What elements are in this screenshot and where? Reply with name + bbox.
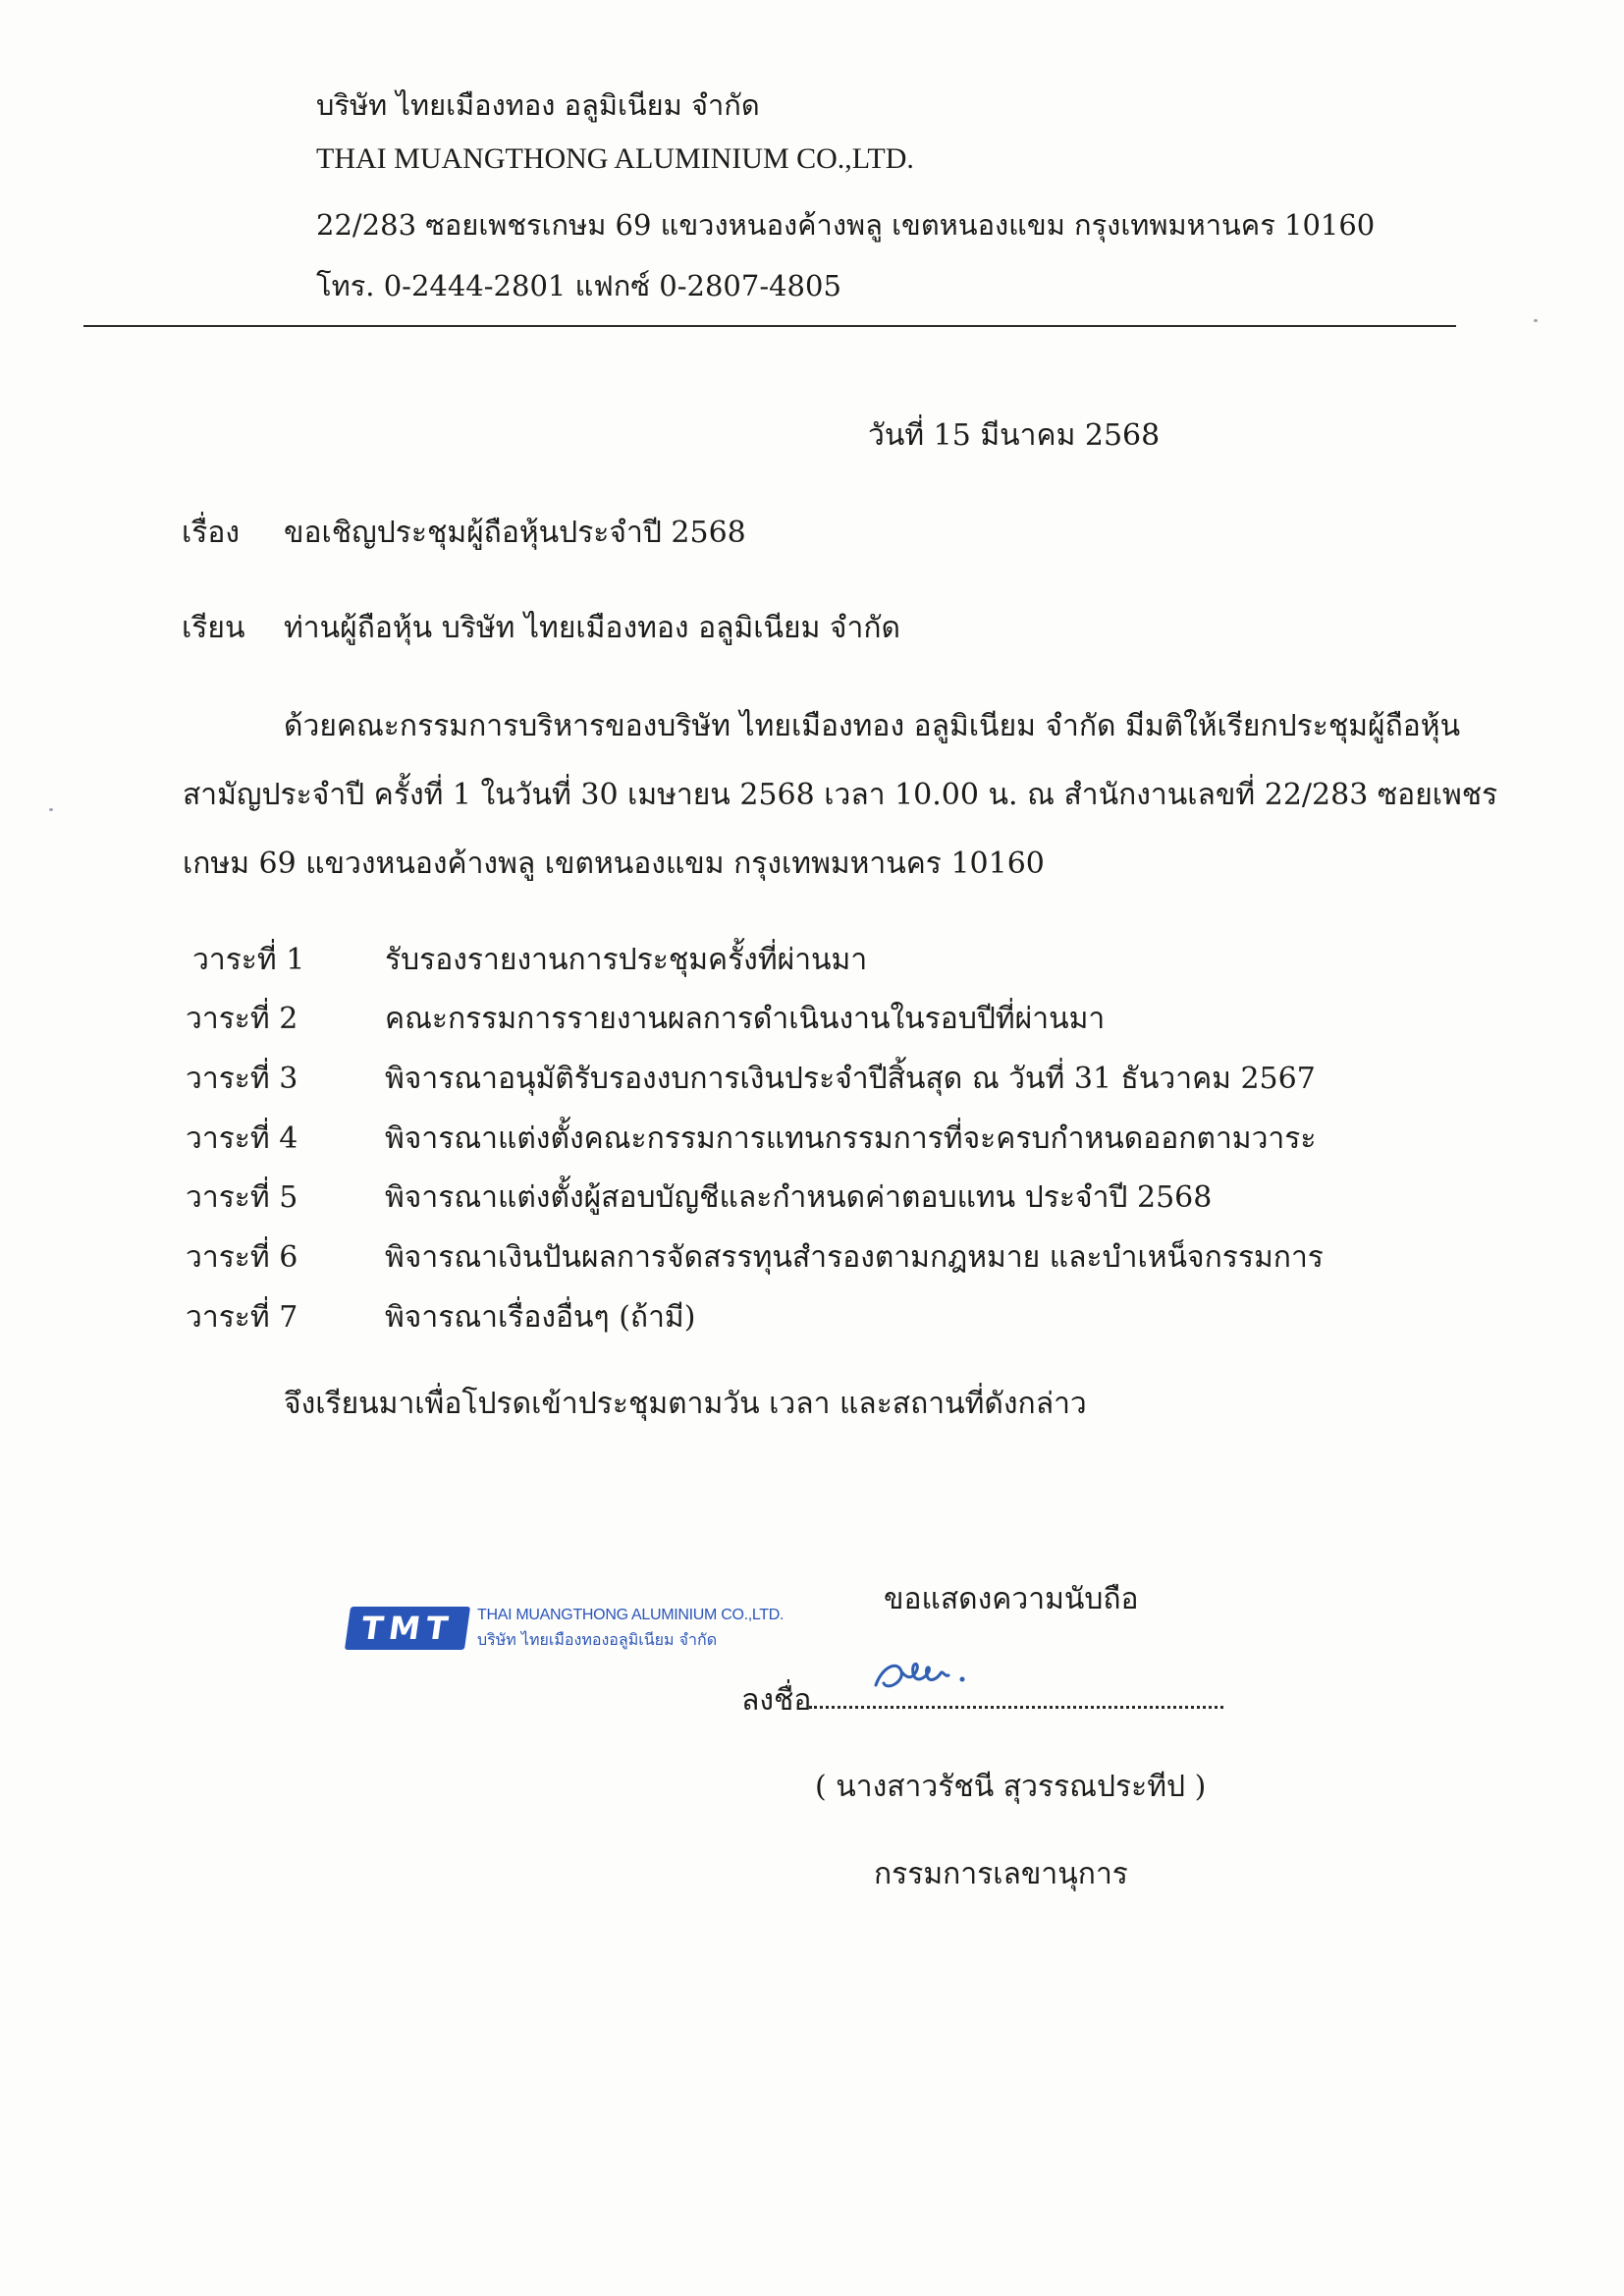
letter-date: วันที่ 15 มีนาคม 2568: [868, 418, 1161, 453]
agenda-label: วาระที่ 6: [186, 1240, 298, 1275]
letterhead-company-en: THAI MUANGTHONG ALUMINIUM CO.,LTD.: [316, 142, 914, 175]
signatory-name: ( นางสาวรัชนี สุวรรณประทีป ): [815, 1770, 1207, 1804]
agenda-label: วาระที่ 1: [192, 943, 305, 977]
body-line: เกษม 69 แขวงหนองค้างพลู เขตหนองแขม กรุงเทพมหานคร 10160: [183, 847, 1045, 881]
agenda-text: พิจารณาเรื่องอื่นๆ (ถ้ามี): [385, 1300, 696, 1335]
regards: ขอแสดงความนับถือ: [884, 1582, 1139, 1616]
letterhead-contact: โทร. 0-2444-2801 แฟกซ์ 0-2807-4805: [316, 269, 841, 302]
recipient-label: เรียน: [182, 611, 245, 645]
agenda-label: วาระที่ 4: [186, 1121, 298, 1156]
agenda-text: พิจารณาอนุมัติรับรองงบการเงินประจำปีสิ้นสุด ณ วันที่ 31 ธันวาคม 2567: [385, 1062, 1316, 1096]
signature-label: ลงชื่อ: [741, 1683, 812, 1718]
signature-line: [809, 1706, 1223, 1709]
agenda-text: รับรองรายงานการประชุมครั้งที่ผ่านมา: [385, 943, 868, 977]
agenda-text: พิจารณาเงินปันผลการจัดสรรทุนสำรองตามกฎหมาย และบำเหน็จกรรมการ: [385, 1240, 1324, 1275]
scan-speck: [1534, 319, 1538, 322]
company-stamp: [348, 1605, 785, 1656]
recipient-text: ท่านผู้ถือหุ้น บริษัท ไทยเมืองทอง อลูมิเนียม จำกัด: [284, 611, 900, 645]
signatory-position: กรรมการเลขานุการ: [874, 1857, 1128, 1891]
subject-label: เรื่อง: [182, 516, 241, 550]
agenda-label: วาระที่ 2: [186, 1002, 298, 1036]
body-line: สามัญประจำปี ครั้งที่ 1 ในวันที่ 30 เมษายน 2568 เวลา 10.00 น. ณ สำนักงานเลขที่ 22/283 ซอยเพชร: [183, 778, 1498, 812]
letterhead-address: 22/283 ซอยเพชรเกษม 69 แขวงหนองค้างพลู เขตหนองแขม กรุงเทพมหานคร 10160: [316, 208, 1376, 242]
closing-line: จึงเรียนมาเพื่อโปรดเข้าประชุมตามวัน เวลา และสถานที่ดังกล่าว: [284, 1387, 1087, 1421]
subject-text: ขอเชิญประชุมผู้ถือหุ้นประจำปี 2568: [284, 516, 746, 550]
handwritten-signature: [868, 1650, 976, 1701]
agenda-text: พิจารณาแต่งตั้งผู้สอบบัญชีและกำหนดค่าตอบแทน ประจำปี 2568: [385, 1180, 1213, 1215]
scan-speck: [49, 808, 53, 811]
agenda-label: วาระที่ 3: [186, 1062, 298, 1096]
agenda-label: วาระที่ 5: [186, 1180, 298, 1215]
stamp-name-th: บริษัท ไทยเมืองทองอลูมิเนียม จำกัด: [477, 1630, 718, 1649]
stamp-logo: TMT: [345, 1607, 470, 1650]
agenda-label: วาระที่ 7: [186, 1300, 298, 1335]
stamp-name-en: THAI MUANGTHONG ALUMINIUM CO.,LTD.: [477, 1607, 785, 1623]
agenda-text: คณะกรรมการรายงานผลการดำเนินงานในรอบปีที่ผ่านมา: [385, 1002, 1106, 1036]
letterhead-company-th: บริษัท ไทยเมืองทอง อลูมิเนียม จำกัด: [316, 88, 760, 122]
body-line: ด้วยคณะกรรมการบริหารของบริษัท ไทยเมืองทอง อลูมิเนียม จำกัด มีมติให้เรียกประชุมผู้ถือหุ้น: [284, 709, 1461, 743]
agenda-text: พิจารณาแต่งตั้งคณะกรรมการแทนกรรมการที่จะครบกำหนดออกตามวาระ: [385, 1121, 1317, 1156]
letterhead-divider: [83, 325, 1456, 327]
